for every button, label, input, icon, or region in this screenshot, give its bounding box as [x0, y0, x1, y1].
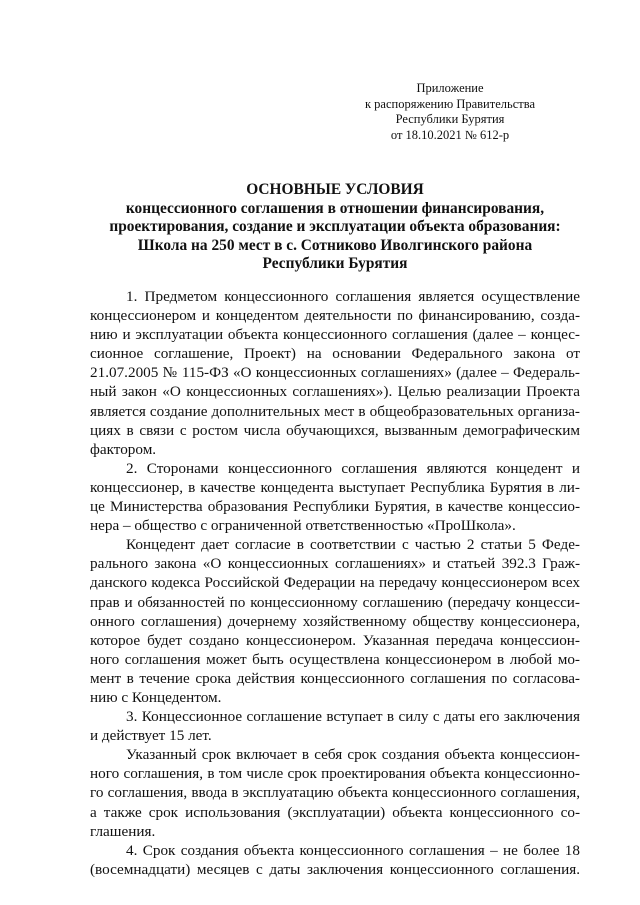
paragraph-line: глашения.	[90, 822, 156, 840]
paragraph-line: прав и обязанностей по концессионному соглашению (передачу концесси-	[90, 593, 580, 611]
paragraph-line: нию и эксплуатации объекта концессионного соглашения (далее – концес-	[90, 326, 580, 344]
appendix-block	[330, 81, 570, 143]
paragraph-line: сионное соглашение, Проект) на основании Федерального закона от	[90, 345, 580, 363]
paragraph-line: нера – общество с ограниченной ответственностью «ПроШкола».	[90, 517, 516, 535]
paragraph-line: ного соглашения, в том числе срок проектирования объекта концессионно-	[90, 765, 580, 783]
paragraph-line: нию с Концедентом.	[90, 688, 222, 706]
paragraph-line: 1. Предметом концессионного соглашения является осуществление	[126, 288, 580, 305]
paragraph-line: которое будет создано концессионером. Указанная передача концессион-	[90, 631, 580, 649]
paragraph-line: мент в течение срока действия концессионного соглашения по согласова-	[90, 669, 580, 687]
title-line: ОСНОВНЫЕ УСЛОВИЯ	[246, 181, 424, 198]
paragraph-line: является создание дополнительных мест в общеобразовательных организа-	[90, 402, 580, 420]
paragraph-line: 2. Сторонами концессионного соглашения являются концедент и	[126, 459, 580, 477]
paragraph-line: фактором.	[90, 440, 157, 458]
document-body	[90, 287, 580, 879]
paragraph-line: циях в связи с ростом числа обучающихся, вызванным демографическим	[90, 421, 580, 439]
paragraph-line: и действует 15 лет.	[90, 727, 212, 745]
paragraph-line: концессионером и концедентом деятельности по финансированию, созда-	[90, 307, 580, 325]
appendix-line: Республики Бурятия	[395, 112, 505, 126]
appendix-line: Приложение	[416, 81, 484, 95]
paragraph-line: го соглашения, ввода в эксплуатацию объекта концессионного соглашения,	[90, 784, 580, 802]
paragraph-line: рального закона «О концессионных соглашениях» и статьей 392.3 Граж-	[90, 555, 580, 573]
title-line: Республики Бурятия	[262, 255, 408, 273]
paragraph-line: ного соглашения может быть осуществлена концессионером в любой мо-	[90, 650, 580, 668]
paragraph-line: концессионер, в качестве концедента выступает Республика Бурятия в ли-	[90, 478, 580, 496]
paragraph-line: ный закон «О концессионных соглашениях»). Целью реализации Проекта	[90, 383, 580, 401]
title-line: проектирования, создание и эксплуатации объекта образования:	[109, 218, 561, 236]
title-line: Школа на 250 мест в с. Сотниково Иволгинского района	[137, 236, 533, 254]
paragraph-line: онного соглашения) дочернему хозяйственному обществу концессионера,	[90, 612, 580, 630]
title-line: концессионного соглашения в отношении финансирования,	[125, 199, 545, 217]
paragraph-line: це Министерства образования Республики Бурятия, в качестве концессио-	[90, 498, 580, 516]
paragraph-line: Указанный срок включает в себя срок создания объекта концессион-	[126, 746, 580, 764]
paragraph-line: данского кодекса Российской Федерации на передачу концессионером всех	[90, 574, 580, 592]
appendix-line: от 18.10.2021 № 612-р	[390, 127, 510, 142]
paragraph-line: (восемнадцати) месяцев с даты заключения концессионного соглашения.	[90, 860, 580, 878]
appendix-line: к распоряжению Правительства	[364, 96, 535, 111]
paragraph-line: 3. Концессионное соглашение вступает в силу с даты его заключения	[126, 708, 580, 726]
paragraph-line: 21.07.2005 № 115-ФЗ «О концессионных соглашениях» (далее – Федераль-	[90, 364, 580, 382]
paragraph-line: а также срок использования (эксплуатации) объекта концессионного со-	[90, 803, 580, 821]
document-title	[90, 181, 580, 274]
paragraph-line: Концедент дает согласие в соответствии с частью 2 статьи 5 Феде-	[126, 536, 580, 554]
paragraph-line: 4. Срок создания объекта концессионного соглашения – не более 18	[126, 841, 580, 859]
